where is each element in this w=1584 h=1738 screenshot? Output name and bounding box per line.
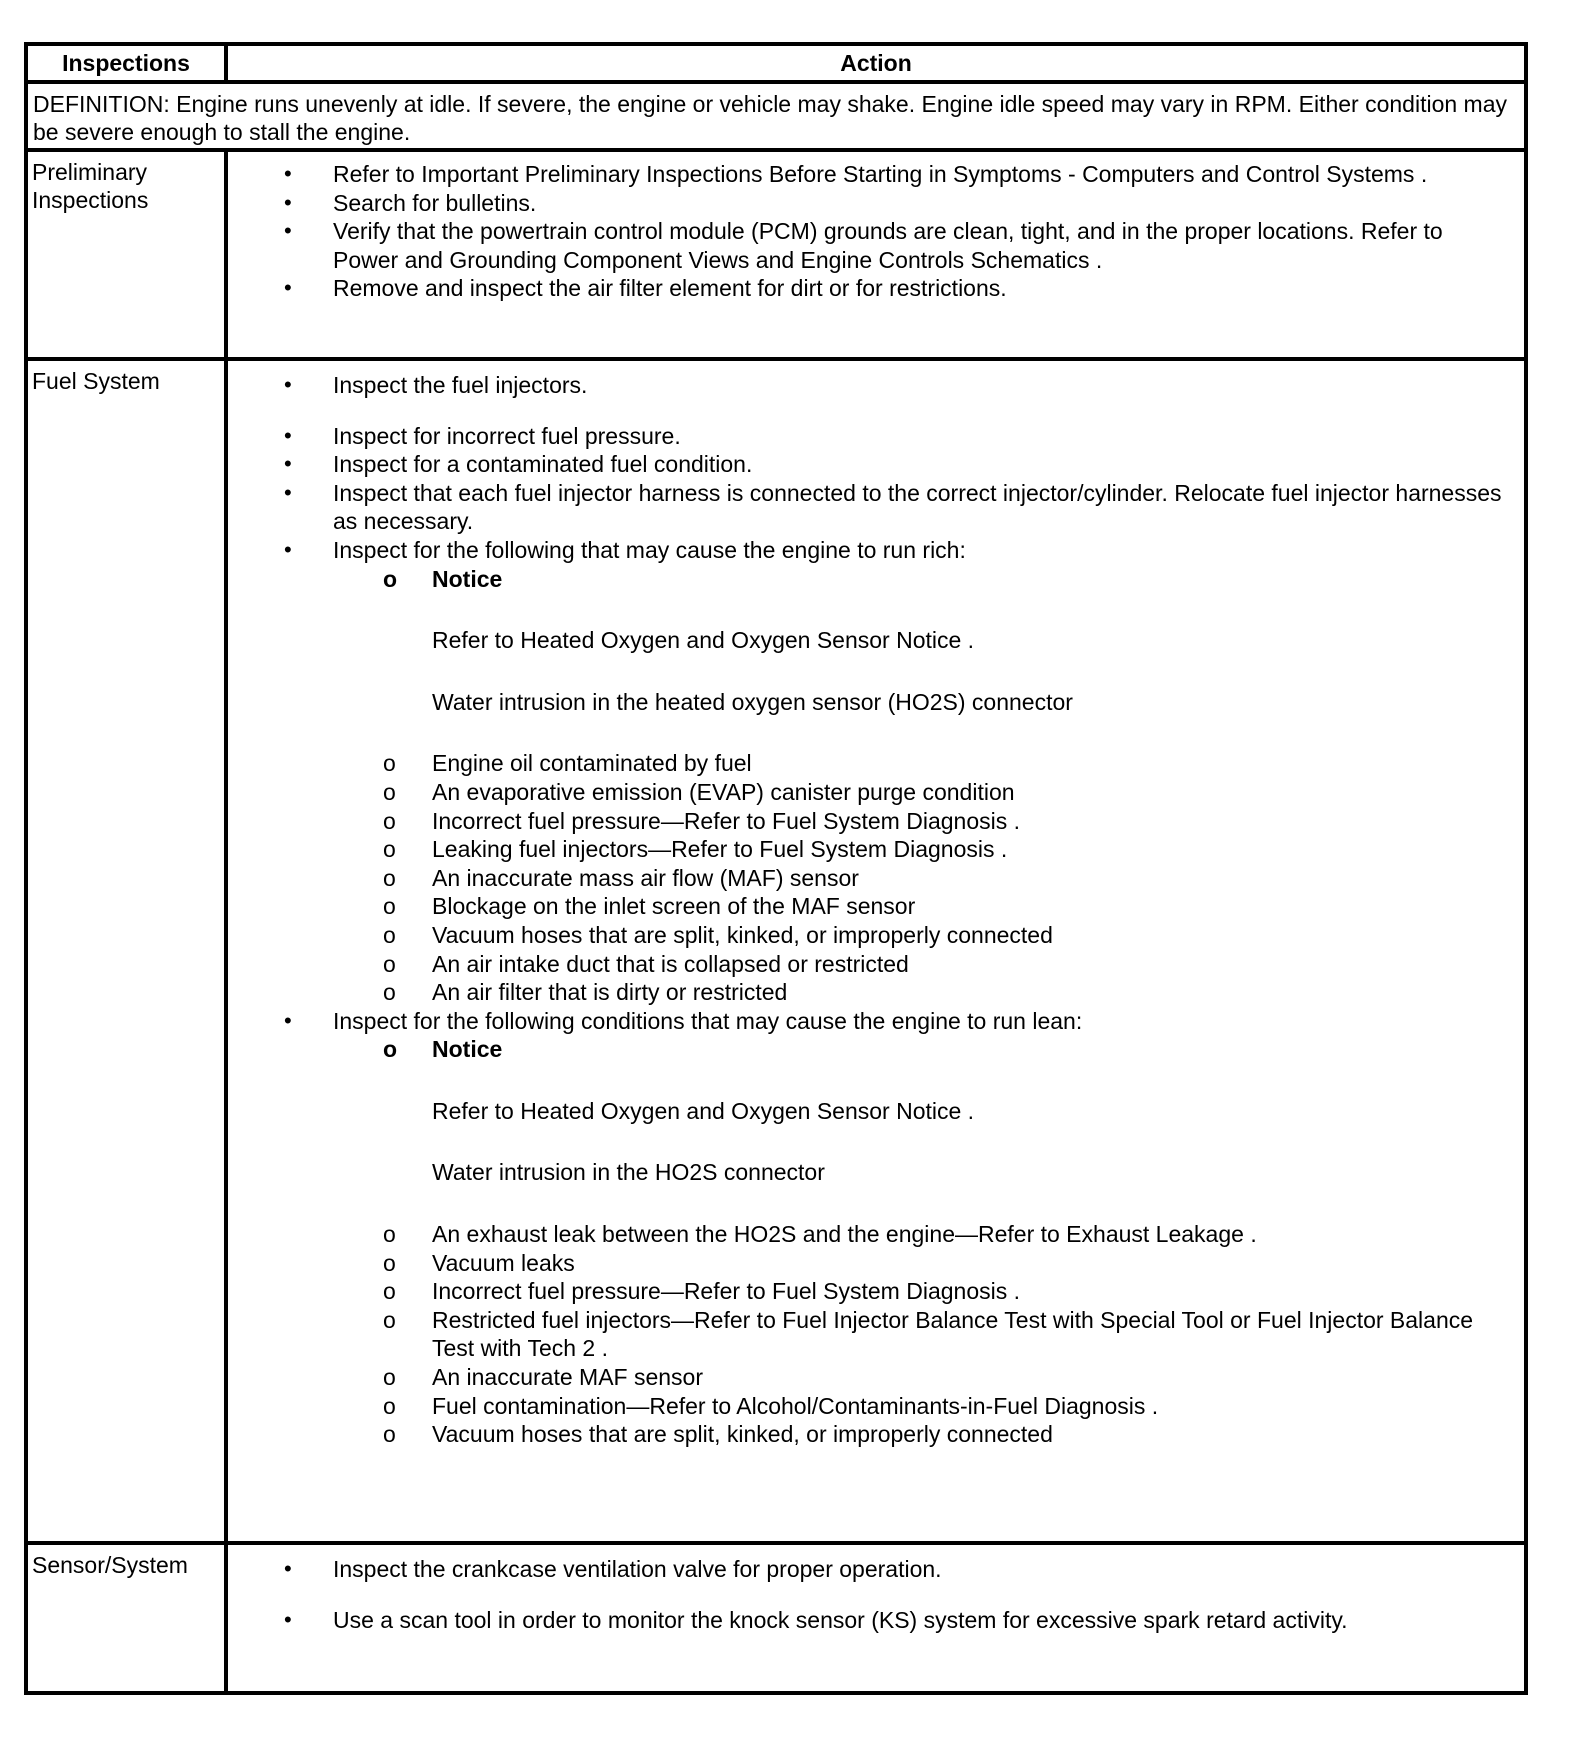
notice-item: Water intrusion in the HO2S connector [432, 1159, 825, 1186]
notice-title: o Notice [228, 565, 1524, 594]
fuel-system-actions [228, 361, 1524, 1541]
sub-list-item: o Restricted fuel injectors—Refer to Fuel Injector Balance Test with Special Tool or Fuel Injector Balance Test with Tech 2 . [228, 1306, 1524, 1363]
list-item: • Inspect that each fuel injector harness is connected to the correct injector/cylinder. Relocate fuel injector harnesses as necessary. [228, 479, 1524, 536]
list-item: • Inspect the fuel injectors. [228, 371, 1524, 400]
sensor-system-label: Sensor/System [28, 1545, 228, 1691]
definition-text: DEFINITION: Engine runs unevenly at idle. If severe, the engine or vehicle may shake. Engine idle speed may vary in RPM. Either condition may be severe enough to stall the engine. [33, 91, 1507, 145]
preliminary-row [24, 152, 1528, 361]
list-item: • Inspect the crankcase ventilation valve for proper operation. [228, 1555, 1524, 1584]
sub-list-item: o An air intake duct that is collapsed or restricted [228, 950, 1524, 979]
list-item: • Inspect for incorrect fuel pressure. [228, 422, 1524, 451]
sub-list-item: o Blockage on the inlet screen of the MAF sensor [228, 892, 1524, 921]
fuel-system-label: Fuel System [28, 361, 228, 1541]
inspection-table [24, 42, 1528, 1695]
list-item: • Verify that the powertrain control module (PCM) grounds are clean, tight, and in the proper locations. Refer to Power and Grounding Component Views and Engine Controls Schematics . [228, 217, 1524, 274]
list-item: • Inspect for the following that may cause the engine to run rich: [228, 536, 1524, 565]
list-item: • Remove and inspect the air filter element for dirt or for restrictions. [228, 274, 1524, 303]
list-item: • Search for bulletins. [228, 189, 1524, 218]
sub-list-item: o Vacuum leaks [228, 1249, 1524, 1278]
sub-list-item: o Fuel contamination—Refer to Alcohol/Contaminants-in-Fuel Diagnosis . [228, 1392, 1524, 1421]
header-inspections: Inspections [28, 46, 228, 80]
sub-list-item: o Vacuum hoses that are split, kinked, or improperly connected [228, 921, 1524, 950]
sub-list-item: o An air filter that is dirty or restricted [228, 978, 1524, 1007]
notice-text: Refer to Heated Oxygen and Oxygen Sensor Notice . [432, 1097, 975, 1124]
notice-text: Refer to Heated Oxygen and Oxygen Sensor Notice . [432, 627, 975, 654]
table-header-row [24, 42, 1528, 84]
sensor-system-actions [228, 1545, 1524, 1691]
sub-list-item: o An evaporative emission (EVAP) canister purge condition [228, 778, 1524, 807]
sub-list-item: o An inaccurate MAF sensor [228, 1363, 1524, 1392]
list-item: • Use a scan tool in order to monitor the knock sensor (KS) system for excessive spark retard activity. [228, 1606, 1524, 1635]
notice-item: Water intrusion in the heated oxygen sensor (HO2S) connector [432, 688, 1073, 715]
sub-list-item: o Leaking fuel injectors—Refer to Fuel System Diagnosis . [228, 835, 1524, 864]
sensor-system-row [24, 1545, 1528, 1695]
sub-list-item: o Incorrect fuel pressure—Refer to Fuel System Diagnosis . [228, 807, 1524, 836]
definition-row [24, 84, 1528, 152]
list-item: • Inspect for a contaminated fuel condition. [228, 450, 1524, 479]
sub-list-item: o Incorrect fuel pressure—Refer to Fuel System Diagnosis . [228, 1277, 1524, 1306]
fuel-system-row [24, 361, 1528, 1545]
notice-title: o Notice [228, 1035, 1524, 1064]
preliminary-actions [228, 152, 1524, 357]
sub-list-item: o An exhaust leak between the HO2S and the engine—Refer to Exhaust Leakage . [228, 1220, 1524, 1249]
sub-list-item: o Engine oil contaminated by fuel [228, 749, 1524, 778]
preliminary-label: Preliminary Inspections [28, 152, 228, 357]
list-item: • Inspect for the following conditions that may cause the engine to run lean: [228, 1007, 1524, 1036]
sub-list-item: o An inaccurate mass air flow (MAF) sensor [228, 864, 1524, 893]
header-action: Action [840, 50, 912, 76]
sub-list-item: o Vacuum hoses that are split, kinked, or improperly connected [228, 1420, 1524, 1449]
list-item: • Refer to Important Preliminary Inspections Before Starting in Symptoms - Computers and Control Systems . [228, 160, 1524, 189]
